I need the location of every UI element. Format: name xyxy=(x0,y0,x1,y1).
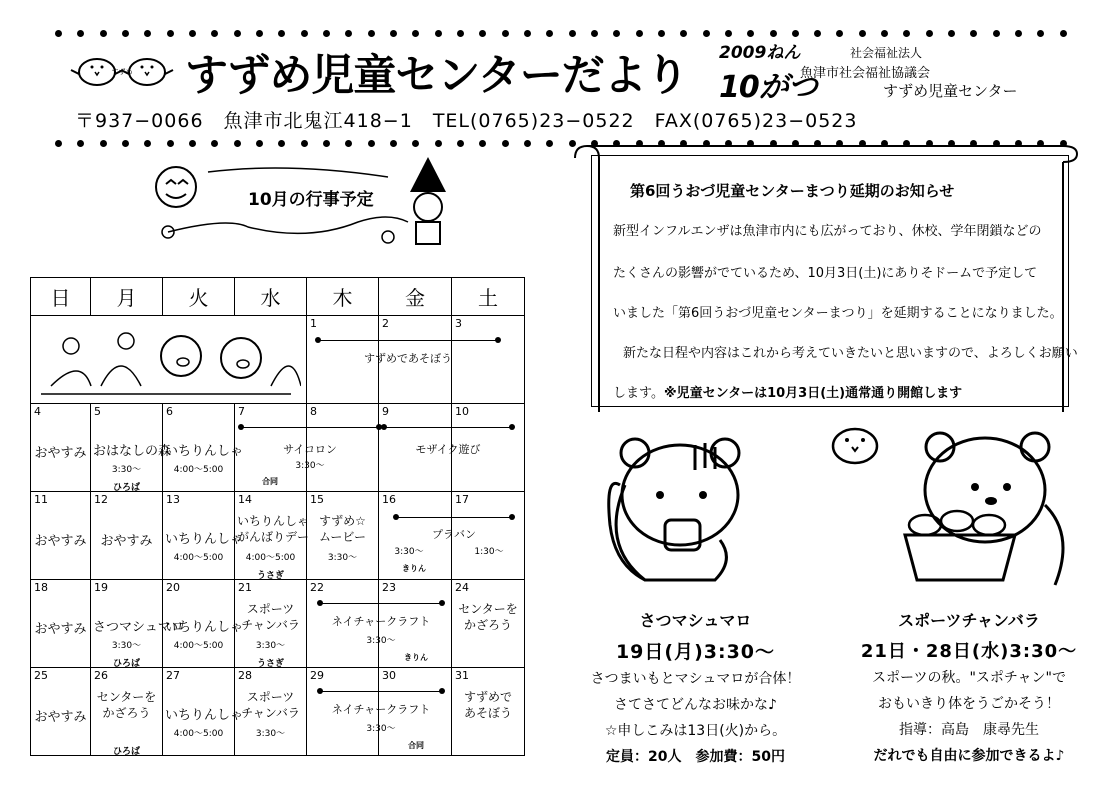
day-number: 20 xyxy=(166,581,180,594)
activity-satsumashumaro xyxy=(568,608,823,770)
day-event-place: ひろば xyxy=(112,659,140,669)
span-event-time: 3:30〜 xyxy=(295,461,325,471)
calendar-day-cell xyxy=(91,668,163,756)
day-number: 16 xyxy=(382,493,396,506)
squirrel-illustration-icon xyxy=(595,425,765,600)
border-dot xyxy=(457,30,464,37)
sparrow-logo-icon xyxy=(67,44,177,94)
day-event-text-2: ムービー xyxy=(319,530,366,544)
calendar-day-cell xyxy=(307,492,379,580)
border-dot xyxy=(524,30,531,37)
border-dot xyxy=(859,30,866,37)
day-event-time: 3:30〜 xyxy=(111,641,142,651)
border-dot xyxy=(234,30,241,37)
border-dot xyxy=(144,140,151,147)
border-dot xyxy=(55,140,62,147)
calendar-day-cell xyxy=(163,668,244,756)
border-dot xyxy=(1015,30,1022,37)
border-dot xyxy=(301,140,308,147)
weekday-header-row xyxy=(31,278,525,316)
border-dot xyxy=(278,140,285,147)
border-dot xyxy=(390,30,397,37)
border-dot xyxy=(435,140,442,147)
activity-fee: 定員：20人 参加費：50円 xyxy=(606,749,785,765)
border-dot xyxy=(1060,30,1067,37)
activity-line-1: さつまいもとマシュマロが合体！ xyxy=(590,671,801,687)
border-dot xyxy=(323,30,330,37)
day-event-text: いちりんしゃ xyxy=(237,514,310,528)
weekday-header: 金 xyxy=(379,278,452,316)
issue-month: 10がつ xyxy=(719,70,817,105)
calendar-day-cell xyxy=(379,580,452,668)
span-event-time: 3:30〜 xyxy=(366,636,396,646)
border-dot xyxy=(435,30,442,37)
calendar-day-cell xyxy=(307,580,379,668)
border-dot xyxy=(569,30,576,37)
span-event-place: きりん xyxy=(402,564,426,573)
weekday-header: 火 xyxy=(163,278,235,316)
day-number: 22 xyxy=(310,581,324,594)
sparrow-icon xyxy=(825,420,885,470)
border-dot xyxy=(256,30,263,37)
calendar-day-cell xyxy=(91,492,163,580)
day-number: 19 xyxy=(94,581,108,594)
border-dot xyxy=(122,30,129,37)
notice-last-bold: ※児童センターは10月3日(土)通常通り開館します xyxy=(663,386,963,401)
border-dot xyxy=(636,30,643,37)
activity-sports-chanbara xyxy=(838,608,1100,769)
calendar-day-cell xyxy=(31,580,91,668)
day-event-text-2: かざろう xyxy=(102,706,151,720)
span-event-place: きりん xyxy=(404,653,428,662)
span-event-text: サイコロン xyxy=(283,443,337,456)
calendar-day-cell xyxy=(307,404,379,492)
schedule-heading xyxy=(148,152,468,247)
day-event-text: おはなしの森 xyxy=(93,444,172,459)
calendar-day-cell xyxy=(307,316,379,404)
event-calendar xyxy=(30,277,525,756)
border-dot xyxy=(301,30,308,37)
border-dot xyxy=(189,140,196,147)
dotted-border-top xyxy=(55,30,1067,37)
day-event-text: さつマシュマロ xyxy=(93,620,184,635)
notice-title: 第6回うおづ児童センターまつり延期のお知らせ xyxy=(630,182,955,200)
border-dot xyxy=(903,30,910,37)
day-event-text: おやすみ xyxy=(100,534,153,549)
bear-with-basket-icon xyxy=(895,425,1080,600)
border-dot xyxy=(412,140,419,147)
calendar-day-cell xyxy=(163,580,244,668)
calendar-day-cell xyxy=(235,580,307,668)
day-event-text: センターを xyxy=(96,690,157,704)
notice-last-plain: します。 xyxy=(613,386,664,401)
calendar-day-cell xyxy=(31,404,91,492)
border-dot xyxy=(591,30,598,37)
org-line-3: すずめ児童センター xyxy=(883,82,1018,100)
border-dot xyxy=(658,30,665,37)
day-number: 26 xyxy=(94,669,108,682)
pigs-and-flowers-icon xyxy=(31,316,301,402)
calendar-day-cell xyxy=(235,404,307,492)
day-event-text: いちりんしゃ xyxy=(165,444,244,459)
day-number: 30 xyxy=(382,669,396,682)
day-event-time: 4:00〜5:00 xyxy=(173,641,224,651)
border-dot xyxy=(345,140,352,147)
day-event-time: 3:30〜 xyxy=(111,465,142,475)
border-dot xyxy=(167,30,174,37)
calendar-day-cell xyxy=(235,492,310,581)
contact-address: 〒937−0066 魚津市北鬼江418−1 TEL(0765)23−0522 FAX(0765)23−0523 xyxy=(75,110,858,132)
calendar-week-row xyxy=(31,492,525,580)
day-event-place: ひろば xyxy=(112,747,140,757)
border-dot xyxy=(457,140,464,147)
day-event-text-2: がんばりデー xyxy=(237,530,310,544)
span-event-place: 合同 xyxy=(262,477,278,486)
calendar-day-cell xyxy=(31,492,91,580)
day-event-time: 3:30〜 xyxy=(255,729,286,739)
border-dot xyxy=(278,30,285,37)
border-dot xyxy=(368,140,375,147)
day-event-text: おやすみ xyxy=(34,622,87,637)
weekday-header: 水 xyxy=(235,278,307,316)
weekday-header: 土 xyxy=(452,278,525,316)
span-event-text: すずめであそぼう xyxy=(363,352,453,365)
border-dot xyxy=(970,30,977,37)
notice-line-2: たくさんの影響がでているため、10月3日(土)にありそドームで予定して xyxy=(613,266,1038,281)
calendar-day-cell xyxy=(452,668,525,756)
notice-line-5 xyxy=(613,382,962,401)
border-dot xyxy=(390,140,397,147)
activity-line-1: スポーツの秋。"スポチャン"で xyxy=(872,670,1066,686)
day-event-text-2: かざろう xyxy=(463,618,512,632)
border-dot xyxy=(725,30,732,37)
border-dot xyxy=(368,30,375,37)
day-event-place: ひろば xyxy=(112,483,140,493)
border-dot xyxy=(55,30,62,37)
day-number: 2 xyxy=(382,317,389,330)
day-number: 18 xyxy=(34,581,48,594)
day-number: 1 xyxy=(310,317,317,330)
calendar-day-cell xyxy=(452,316,525,404)
border-dot xyxy=(100,140,107,147)
org-line-1: 社会福祉法人 xyxy=(850,46,923,60)
day-number: 28 xyxy=(238,669,252,682)
calendar-day-cell xyxy=(91,404,172,493)
day-number: 7 xyxy=(238,405,245,418)
calendar-day-cell xyxy=(307,668,379,756)
calendar-day-cell xyxy=(163,404,244,492)
day-event-time: 4:00〜5:00 xyxy=(245,553,296,563)
issue-year: 2009ねん xyxy=(719,43,801,63)
day-number: 24 xyxy=(455,581,469,594)
border-dot xyxy=(502,140,509,147)
calendar-week-row xyxy=(31,668,525,756)
activity-date: 19日(月)3:30〜 xyxy=(615,641,776,663)
border-dot xyxy=(792,30,799,37)
schedule-title: 10月の行事予定 xyxy=(248,190,374,210)
span-event-time: 3:30〜 xyxy=(394,547,424,557)
border-dot xyxy=(77,30,84,37)
border-dot xyxy=(524,140,531,147)
activity-title: スポーツチャンバラ xyxy=(898,611,1040,630)
span-event-time: 3:30〜 xyxy=(366,724,396,734)
day-number: 27 xyxy=(166,669,180,682)
span-event-place: 合同 xyxy=(408,741,424,750)
border-dot xyxy=(881,30,888,37)
activity-date: 21日・28日(水)3:30〜 xyxy=(860,641,1078,662)
span-event-time: 1:30〜 xyxy=(474,547,504,557)
day-event-text: センターを xyxy=(458,602,518,616)
border-dot xyxy=(680,30,687,37)
span-event-text: モザイク遊び xyxy=(415,443,481,456)
weekday-header: 日 xyxy=(31,278,91,316)
activity-title: さつマシュマロ xyxy=(639,611,752,630)
border-dot xyxy=(412,30,419,37)
border-dot xyxy=(948,30,955,37)
border-dot xyxy=(345,30,352,37)
activity-line-2: おもいきり体をうごかそう！ xyxy=(878,696,1060,712)
border-dot xyxy=(167,140,174,147)
postponement-notice xyxy=(573,142,1085,420)
day-event-text: スポーツ xyxy=(246,690,295,704)
day-number: 8 xyxy=(310,405,317,418)
day-event-text: いちりんしゃ xyxy=(165,620,244,635)
border-dot xyxy=(703,30,710,37)
day-event-text: おやすみ xyxy=(34,534,87,549)
activity-line-2: さてさてどんなお味かな♪ xyxy=(614,697,777,713)
day-number: 12 xyxy=(94,493,108,506)
day-event-time: 4:00〜5:00 xyxy=(173,553,224,563)
calendar-week-row xyxy=(31,316,525,404)
activity-note: だれでも自由に参加できるよ♪ xyxy=(873,748,1065,764)
border-dot xyxy=(926,30,933,37)
day-number: 5 xyxy=(94,405,101,418)
day-number: 14 xyxy=(238,493,252,506)
day-number: 21 xyxy=(238,581,252,594)
day-number: 6 xyxy=(166,405,173,418)
calendar-day-cell xyxy=(163,492,244,580)
border-dot xyxy=(256,140,263,147)
calendar-week-row xyxy=(31,580,525,668)
day-number: 9 xyxy=(382,405,389,418)
border-dot xyxy=(77,140,84,147)
notice-line-1: 新型インフルエンザは魚津市内にも広がっており、休校、学年閉鎖などの xyxy=(613,224,1042,239)
day-number: 3 xyxy=(455,317,462,330)
day-event-time: 3:30〜 xyxy=(327,553,358,563)
border-dot xyxy=(836,30,843,37)
newsletter-header xyxy=(55,30,1067,148)
day-event-text: いちりんしゃ xyxy=(165,532,244,547)
border-dot xyxy=(770,30,777,37)
calendar-day-cell xyxy=(379,668,452,756)
day-number: 10 xyxy=(455,405,469,418)
day-number: 15 xyxy=(310,493,324,506)
day-event-text: いちりんしゃ xyxy=(165,708,244,723)
activity-line-3: ☆申しこみは13日(火)から。 xyxy=(604,723,787,739)
day-number: 23 xyxy=(382,581,396,594)
day-event-time: 4:00〜5:00 xyxy=(173,729,224,739)
newsletter-title: すずめ児童センターだより xyxy=(185,51,688,101)
calendar-day-cell xyxy=(235,668,307,756)
calendar-day-cell xyxy=(452,404,525,492)
border-dot xyxy=(502,30,509,37)
calendar-day-cell xyxy=(31,668,91,756)
border-dot xyxy=(211,140,218,147)
calendar-illustration-cell xyxy=(31,316,307,404)
org-line-2: 魚津市社会福祉協議会 xyxy=(800,66,931,81)
border-dot xyxy=(993,30,1000,37)
day-event-text: おやすみ xyxy=(34,710,87,725)
calendar-day-cell xyxy=(379,404,452,492)
calendar-day-cell xyxy=(379,492,452,580)
day-event-text: おやすみ xyxy=(34,446,87,461)
span-event-text: プラバン xyxy=(432,528,476,541)
border-dot xyxy=(546,140,553,147)
notice-line-4: 新たな日程や内容はこれから考えていきたいと思いますので、よろしくお願い xyxy=(623,346,1078,361)
day-number: 25 xyxy=(34,669,48,682)
day-event-text: すずめ☆ xyxy=(319,514,366,528)
day-event-text-2: チャンバラ xyxy=(241,706,300,720)
calendar-day-cell xyxy=(452,580,525,668)
notice-line-3: いました「第6回うおづ児童センターまつり」を延期することになりました。 xyxy=(613,306,1063,321)
calendar-day-cell xyxy=(379,316,452,404)
weekday-header: 木 xyxy=(307,278,379,316)
day-event-text: スポーツ xyxy=(246,602,295,616)
calendar-day-cell xyxy=(452,492,525,580)
weekday-header: 月 xyxy=(91,278,163,316)
border-dot xyxy=(1037,30,1044,37)
day-number: 17 xyxy=(455,493,469,506)
day-number: 31 xyxy=(455,669,469,682)
day-number: 4 xyxy=(34,405,41,418)
day-event-text-2: チャンバラ xyxy=(241,618,300,632)
border-dot xyxy=(122,140,129,147)
day-event-time: 3:30〜 xyxy=(255,641,286,651)
day-event-text-2: あそぼう xyxy=(463,706,512,720)
border-dot xyxy=(747,30,754,37)
border-dot xyxy=(613,30,620,37)
border-dot xyxy=(211,30,218,37)
border-dot xyxy=(100,30,107,37)
span-event-text: ネイチャークラフト xyxy=(331,615,431,628)
border-dot xyxy=(479,30,486,37)
day-number: 29 xyxy=(310,669,324,682)
activity-line-3: 指導：高島 康尋先生 xyxy=(899,722,1039,738)
day-event-place: うさぎ xyxy=(256,571,284,581)
day-number: 11 xyxy=(34,493,48,506)
day-number: 13 xyxy=(166,493,180,506)
border-dot xyxy=(144,30,151,37)
border-dot xyxy=(234,140,241,147)
border-dot xyxy=(323,140,330,147)
border-dot xyxy=(814,30,821,37)
day-event-place: うさぎ xyxy=(256,659,284,669)
calendar-week-row xyxy=(31,404,525,492)
day-event-text: すずめで xyxy=(463,690,513,704)
day-event-time: 4:00〜5:00 xyxy=(173,465,224,475)
border-dot xyxy=(546,30,553,37)
span-event-text: ネイチャークラフト xyxy=(331,703,431,716)
logo-lettering: すずめ xyxy=(111,68,133,76)
border-dot xyxy=(189,30,196,37)
border-dot xyxy=(479,140,486,147)
